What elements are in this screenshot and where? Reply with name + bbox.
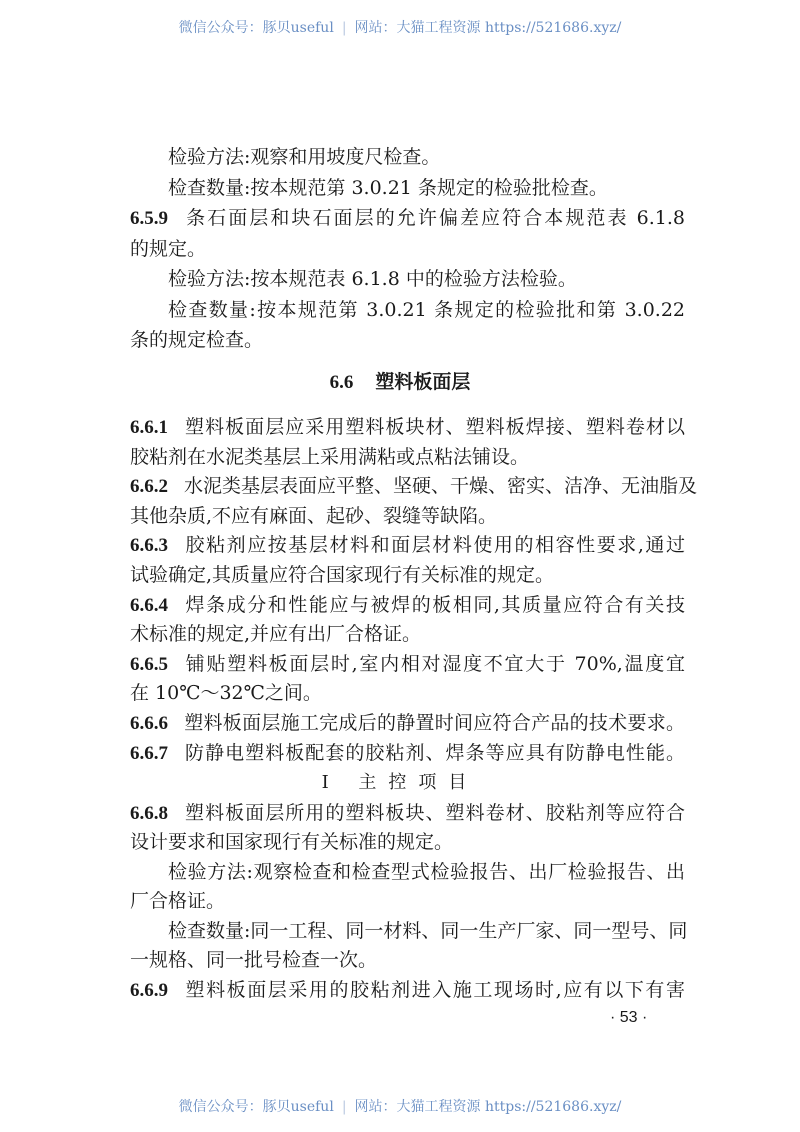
clause-text: 塑料板面层应采用塑料板块材、塑料板焊接、塑料卷材以 xyxy=(184,416,685,438)
watermark-divider: | xyxy=(341,20,347,36)
clause-text: 焊条成分和性能应与被焊的板相同,其质量应符合有关技 xyxy=(184,594,685,616)
clause-6-5-9 xyxy=(130,205,685,231)
inspection-quantity: 检查数量:按本规范第 3.0.21 条规定的检验批检查。 xyxy=(168,177,608,199)
clause-6-6-2 xyxy=(130,473,698,499)
clause-number: 6.6.5 xyxy=(130,654,168,675)
clause-number: 6.6.4 xyxy=(130,595,168,616)
clause-number: 6.5.9 xyxy=(130,208,168,229)
clause-number: 6.6.6 xyxy=(130,713,168,734)
clause-number: 6.6.2 xyxy=(130,476,168,497)
clause-text: 试验确定,其质量应符合国家现行有关标准的规定。 xyxy=(130,564,555,586)
clause-text: 防静电塑料板配套的胶粘剂、焊条等应具有防静电性能。 xyxy=(184,742,685,764)
inspection-method: 检验方法:观察和用坡度尺检查。 xyxy=(168,146,441,168)
clause-text: 胶粘剂在水泥类基层上采用满粘或点粘法铺设。 xyxy=(130,446,530,468)
watermark-top xyxy=(0,17,800,37)
watermark-left: 微信公众号：豚贝useful xyxy=(178,1099,334,1115)
clause-text: 术标准的规定,并应有出厂合格证。 xyxy=(130,623,422,645)
clause-text: 在 10℃～32℃之间。 xyxy=(130,682,322,704)
clause-6-6-6 xyxy=(130,710,685,736)
inspection-quantity: 条的规定检查。 xyxy=(130,329,264,351)
inspection-method: 检验方法:按本规范表 6.1.8 中的检验方法检验。 xyxy=(168,268,577,290)
page-number: · 53 · xyxy=(610,1009,648,1026)
clause-text: 铺贴塑料板面层时,室内相对湿度不宜大于 70%,温度宜 xyxy=(184,653,685,675)
inspection-method: 检验方法:观察检查和检查型式检验报告、出厂检验报告、出 xyxy=(168,861,685,883)
clause-number: 6.6.3 xyxy=(130,535,168,556)
inspection-quantity: 一规格、同一批号检查一次。 xyxy=(130,949,378,971)
clause-text: 塑料板面层施工完成后的静置时间应符合产品的技术要求。 xyxy=(184,712,685,734)
clause-6-6-7 xyxy=(130,740,685,766)
clause-text: 设计要求和国家现行有关标准的规定。 xyxy=(130,831,454,853)
section-heading xyxy=(0,369,800,396)
watermark-right: 网站：大猫工程资源 https://521686.xyz/ xyxy=(354,20,622,36)
clause-text: 条石面层和块石面层的允许偏差应符合本规范表 6.1.8 xyxy=(184,207,685,229)
clause-text: 塑料板面层采用的胶粘剂进入施工现场时,应有以下有害 xyxy=(184,979,685,1001)
clause-number: 6.6.9 xyxy=(130,980,168,1001)
inspection-quantity: 检查数量:按本规范第 3.0.21 条规定的检验批和第 3.0.22 xyxy=(168,299,685,321)
clause-6-6-5 xyxy=(130,651,685,677)
watermark-divider: | xyxy=(341,1099,347,1115)
watermark-right: 网站：大猫工程资源 https://521686.xyz/ xyxy=(354,1099,622,1115)
clause-text: 其他杂质,不应有麻面、起砂、裂缝等缺陷。 xyxy=(130,505,498,527)
clause-text: 的规定。 xyxy=(130,238,207,260)
watermark-left: 微信公众号：豚贝useful xyxy=(178,20,334,36)
clause-6-6-4 xyxy=(130,592,685,618)
clause-text: 塑料板面层所用的塑料板块、塑料卷材、胶粘剂等应符合 xyxy=(184,802,685,824)
subsection-heading: Ⅰ 主控项目 xyxy=(321,772,479,793)
section-title: 塑料板面层 xyxy=(375,371,471,393)
clause-number: 6.6.8 xyxy=(130,803,168,824)
clause-6-6-8 xyxy=(130,800,685,826)
watermark-bottom xyxy=(0,1096,800,1116)
clause-6-6-9 xyxy=(130,977,685,1003)
clause-text: 胶粘剂应按基层材料和面层材料使用的相容性要求,通过 xyxy=(184,534,685,556)
clause-6-6-3 xyxy=(130,532,685,558)
section-number: 6.6 xyxy=(329,372,354,393)
inspection-quantity: 检查数量:同一工程、同一材料、同一生产厂家、同一型号、同 xyxy=(168,920,688,942)
clause-6-6-1 xyxy=(130,414,685,440)
clause-number: 6.6.7 xyxy=(130,743,168,764)
clause-number: 6.6.1 xyxy=(130,417,168,438)
inspection-method: 厂合格证。 xyxy=(130,890,226,912)
clause-text: 水泥类基层表面应平整、坚硬、干燥、密实、洁净、无油脂及 xyxy=(184,475,698,497)
